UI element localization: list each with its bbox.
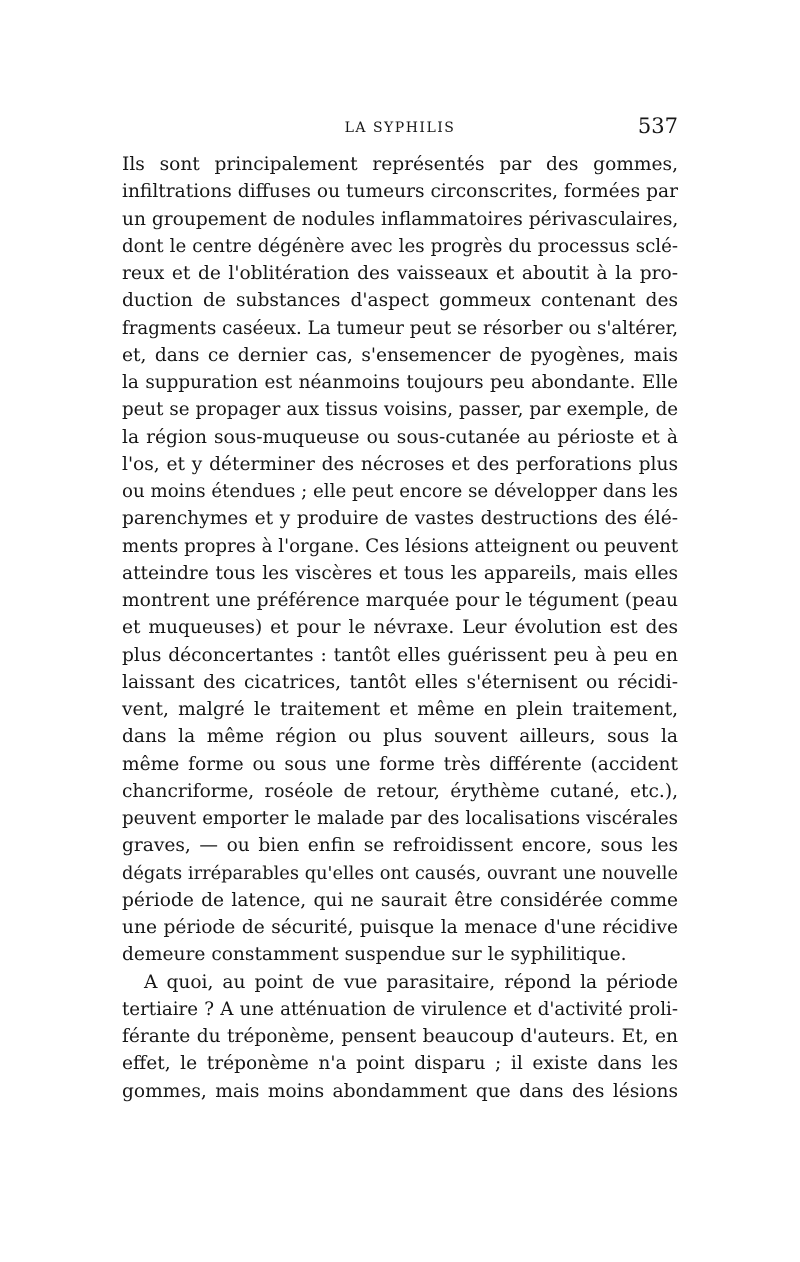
text-line: montrent une préférence marquée pour le tégument (peau	[122, 590, 678, 611]
text-line: la région sous-muqueuse ou sous-cutanée au périoste et à	[122, 426, 678, 448]
text-line: peuvent emporter le malade par des localisations viscérales	[122, 808, 678, 829]
text-line: tertiaire ? A une atténuation de virulence et d'activité proli-	[122, 998, 678, 1020]
text-line: ments propres à l'organe. Ces lésions atteignent ou peuvent	[122, 535, 679, 557]
text-line: peut se propager aux tissus voisins, passer, par exemple, de	[122, 399, 678, 421]
text-line: férante du tréponème, pensent beaucoup d'auteurs. Et, en	[122, 1026, 678, 1047]
text-line: et muqueuses) et pour le névraxe. Leur évolution est des	[122, 617, 678, 639]
text-line: dans la même région ou plus souvent ailleurs, sous la	[122, 726, 678, 748]
text-line: A quoi, au point de vue parasitaire, répond la période	[144, 971, 678, 993]
text-line: parenchymes et y produire de vastes destructions des élé-	[122, 508, 678, 530]
text-line: gommes, mais moins abondamment que dans des lésions	[122, 1080, 678, 1102]
text-line: effet, le tréponème n'a point disparu ; il existe dans les	[122, 1053, 678, 1075]
running-head	[122, 114, 678, 142]
text-line: même forme ou sous une forme très différente (accident	[122, 753, 678, 775]
text-line: laissant des cicatrices, tantôt elles s'éternisent ou récidi-	[122, 671, 678, 693]
text-line: reux et de l'oblitération des vaisseaux et aboutit à la pro-	[122, 263, 678, 284]
text-line: une période de sécurité, puisque la menace d'une récidive	[122, 917, 678, 938]
page-number: 537	[637, 114, 678, 138]
text-line: vent, malgré le traitement et même en plein traitement,	[122, 699, 678, 720]
body-text	[122, 151, 678, 1105]
text-line: et, dans ce dernier cas, s'ensemencer de pyogènes, mais	[122, 344, 678, 366]
text-line: chancriforme, roséole de retour, érythème cutané, etc.),	[122, 780, 678, 802]
text-line: atteindre tous les viscères et tous les appareils, mais elles	[122, 562, 678, 584]
text-line: plus déconcertantes : tantôt elles guérissent peu à peu en	[122, 644, 678, 666]
text-line: l'os, et y déterminer des nécroses et des perforations plus	[122, 453, 678, 475]
text-line: Ils sont principalement représentés par des gommes,	[122, 154, 678, 175]
text-line: infiltrations diffuses ou tumeurs circonscrites, formées par	[122, 181, 678, 203]
running-title: LA SYPHILIS	[344, 120, 456, 136]
text-line: duction de substances d'aspect gommeux contenant des	[122, 290, 678, 312]
text-line: la suppuration est néanmoins toujours peu abondante. Elle	[122, 372, 678, 393]
text-line: demeure constamment suspendue sur le syphilitique.	[122, 944, 627, 966]
text-line: fragments caséeux. La tumeur peut se résorber ou s'altérer,	[122, 317, 678, 339]
text-line: dont le centre dégénère avec les progrès du processus sclé-	[122, 235, 678, 257]
text-line: dégats irréparables qu'elles ont causés, ouvrant une nouvelle	[122, 862, 678, 884]
text-line: période de latence, qui ne saurait être considérée comme	[122, 889, 678, 911]
text-line: ou moins étendues ; elle peut encore se développer dans les	[122, 481, 678, 502]
text-line: un groupement de nodules inflammatoires périvasculaires,	[122, 208, 679, 230]
text-line: graves, — ou bien enfin se refroidissent encore, sous les	[122, 835, 678, 857]
